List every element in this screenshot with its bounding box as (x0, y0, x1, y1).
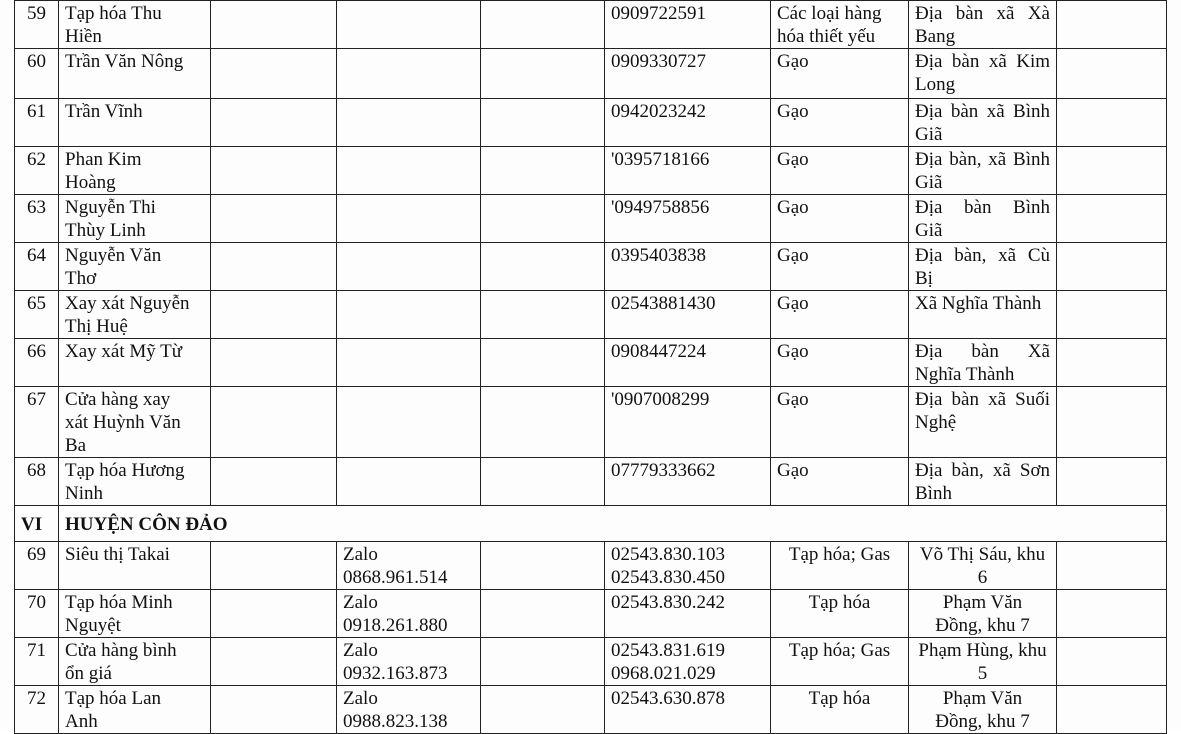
phone-cell: '0395718166 (605, 147, 771, 195)
empty-cell (481, 638, 605, 686)
empty-cell (337, 387, 481, 458)
store-name-cell: Xay xát Nguyễn Thị Huệ (59, 291, 211, 339)
empty-cell (1057, 291, 1167, 339)
empty-cell (211, 590, 337, 638)
empty-cell (211, 1, 337, 49)
address-cell: Địa bàn xã Xà Bang (909, 1, 1057, 49)
row-number: 66 (15, 339, 59, 387)
empty-cell (1057, 49, 1167, 99)
address-cell: Địa bàn xã Suối Nghệ (909, 387, 1057, 458)
table-row (15, 99, 1167, 147)
address-cell: Địa bàn Bình Giã (909, 195, 1057, 243)
empty-cell (481, 1, 605, 49)
address-cell: Xã Nghĩa Thành (909, 291, 1057, 339)
empty-cell (1057, 638, 1167, 686)
goods-cell: Gạo (771, 339, 909, 387)
empty-cell (481, 147, 605, 195)
goods-cell: Gạo (771, 49, 909, 99)
table-row (15, 387, 1167, 458)
row-number: 63 (15, 195, 59, 243)
store-name-cell: Siêu thị Takai (59, 542, 211, 590)
row-number: 65 (15, 291, 59, 339)
row-number: 59 (15, 1, 59, 49)
goods-cell: Gạo (771, 458, 909, 506)
empty-cell (1057, 339, 1167, 387)
empty-cell (211, 291, 337, 339)
empty-cell (481, 99, 605, 147)
table-row (15, 590, 1167, 638)
goods-cell: Tạp hóa; Gas (771, 542, 909, 590)
address-cell: Địa bàn Xã Nghĩa Thành (909, 339, 1057, 387)
empty-cell (481, 542, 605, 590)
empty-cell (481, 243, 605, 291)
zalo-cell: Zalo 0918.261.880 (337, 590, 481, 638)
empty-cell (337, 99, 481, 147)
empty-cell (1057, 590, 1167, 638)
empty-cell (481, 49, 605, 99)
phone-cell: 0942023242 (605, 99, 771, 147)
goods-cell: Gạo (771, 291, 909, 339)
table-body (15, 1, 1167, 734)
phone-cell: 0909722591 (605, 1, 771, 49)
goods-cell: Gạo (771, 387, 909, 458)
phone-cell: 07779333662 (605, 458, 771, 506)
section-title: HUYỆN CÔN ĐẢO (59, 506, 1167, 542)
empty-cell (211, 542, 337, 590)
row-number: 62 (15, 147, 59, 195)
phone-cell: '0907008299 (605, 387, 771, 458)
address-cell: Phạm Hùng, khu 5 (909, 638, 1057, 686)
address-cell: Địa bàn, xã Cù Bị (909, 243, 1057, 291)
row-number: 70 (15, 590, 59, 638)
store-name-cell: Cửa hàng xay xát Huỳnh Văn Ba (59, 387, 211, 458)
empty-cell (1057, 99, 1167, 147)
phone-cell: 02543.630.878 (605, 686, 771, 734)
empty-cell (337, 339, 481, 387)
goods-cell: Gạo (771, 195, 909, 243)
address-cell: Phạm Văn Đồng, khu 7 (909, 590, 1057, 638)
empty-cell (211, 99, 337, 147)
empty-cell (211, 49, 337, 99)
zalo-cell: Zalo 0932.163.873 (337, 638, 481, 686)
table-row (15, 49, 1167, 99)
goods-cell: Gạo (771, 147, 909, 195)
table-row (15, 458, 1167, 506)
empty-cell (337, 243, 481, 291)
table-row (15, 243, 1167, 291)
row-number: 67 (15, 387, 59, 458)
goods-cell: Tạp hóa (771, 590, 909, 638)
empty-cell (1057, 195, 1167, 243)
table-row (15, 291, 1167, 339)
empty-cell (211, 195, 337, 243)
empty-cell (481, 458, 605, 506)
empty-cell (481, 686, 605, 734)
store-name-cell: Tạp hóa Hương Ninh (59, 458, 211, 506)
empty-cell (481, 339, 605, 387)
table-row (15, 542, 1167, 590)
section-number: VI (15, 506, 59, 542)
empty-cell (211, 387, 337, 458)
row-number: 71 (15, 638, 59, 686)
empty-cell (481, 387, 605, 458)
address-cell: Địa bàn xã Bình Giã (909, 99, 1057, 147)
table-row (15, 686, 1167, 734)
row-number: 64 (15, 243, 59, 291)
empty-cell (211, 339, 337, 387)
zalo-cell: Zalo 0868.961.514 (337, 542, 481, 590)
empty-cell (481, 590, 605, 638)
empty-cell (211, 147, 337, 195)
phone-cell: '0949758856 (605, 195, 771, 243)
empty-cell (481, 291, 605, 339)
empty-cell (337, 1, 481, 49)
store-name-cell: Cửa hàng bình ổn giá (59, 638, 211, 686)
store-name-cell: Trần Vĩnh (59, 99, 211, 147)
empty-cell (211, 686, 337, 734)
empty-cell (481, 195, 605, 243)
phone-cell: 02543.831.619 0968.021.029 (605, 638, 771, 686)
table-row (15, 339, 1167, 387)
store-table (14, 0, 1167, 734)
empty-cell (1057, 147, 1167, 195)
table-row (15, 638, 1167, 686)
row-number: 72 (15, 686, 59, 734)
empty-cell (1057, 1, 1167, 49)
row-number: 68 (15, 458, 59, 506)
store-name-cell: Xay xát Mỹ Từ (59, 339, 211, 387)
empty-cell (211, 458, 337, 506)
address-cell: Địa bàn xã Kim Long (909, 49, 1057, 99)
store-name-cell: Phan Kim Hoàng (59, 147, 211, 195)
empty-cell (211, 638, 337, 686)
zalo-cell: Zalo 0988.823.138 (337, 686, 481, 734)
phone-cell: 0908447224 (605, 339, 771, 387)
empty-cell (337, 147, 481, 195)
row-number: 69 (15, 542, 59, 590)
address-cell: Địa bàn, xã Bình Giã (909, 147, 1057, 195)
empty-cell (337, 291, 481, 339)
phone-cell: 0909330727 (605, 49, 771, 99)
address-cell: Địa bàn, xã Sơn Bình (909, 458, 1057, 506)
table-row (15, 1, 1167, 49)
empty-cell (1057, 686, 1167, 734)
goods-cell: Gạo (771, 99, 909, 147)
table-row (15, 195, 1167, 243)
store-name-cell: Trần Văn Nông (59, 49, 211, 99)
goods-cell: Gạo (771, 243, 909, 291)
phone-cell: 0395403838 (605, 243, 771, 291)
store-name-cell: Tạp hóa Thu Hiền (59, 1, 211, 49)
address-cell: Phạm Văn Đồng, khu 7 (909, 686, 1057, 734)
goods-cell: Tạp hóa (771, 686, 909, 734)
phone-cell: 02543.830.242 (605, 590, 771, 638)
store-name-cell: Nguyễn Thi Thùy Linh (59, 195, 211, 243)
phone-cell: 02543.830.103 02543.830.450 (605, 542, 771, 590)
store-name-cell: Tạp hóa Lan Anh (59, 686, 211, 734)
empty-cell (1057, 458, 1167, 506)
store-name-cell: Nguyễn Văn Thơ (59, 243, 211, 291)
empty-cell (1057, 387, 1167, 458)
row-number: 60 (15, 49, 59, 99)
address-cell: Võ Thị Sáu, khu 6 (909, 542, 1057, 590)
table-row (15, 147, 1167, 195)
empty-cell (1057, 243, 1167, 291)
row-number: 61 (15, 99, 59, 147)
empty-cell (337, 458, 481, 506)
store-name-cell: Tạp hóa Minh Nguyệt (59, 590, 211, 638)
empty-cell (1057, 542, 1167, 590)
goods-cell: Tạp hóa; Gas (771, 638, 909, 686)
empty-cell (337, 195, 481, 243)
phone-cell: 02543881430 (605, 291, 771, 339)
goods-cell: Các loại hàng hóa thiết yếu (771, 1, 909, 49)
empty-cell (211, 243, 337, 291)
section-row (15, 506, 1167, 542)
empty-cell (337, 49, 481, 99)
